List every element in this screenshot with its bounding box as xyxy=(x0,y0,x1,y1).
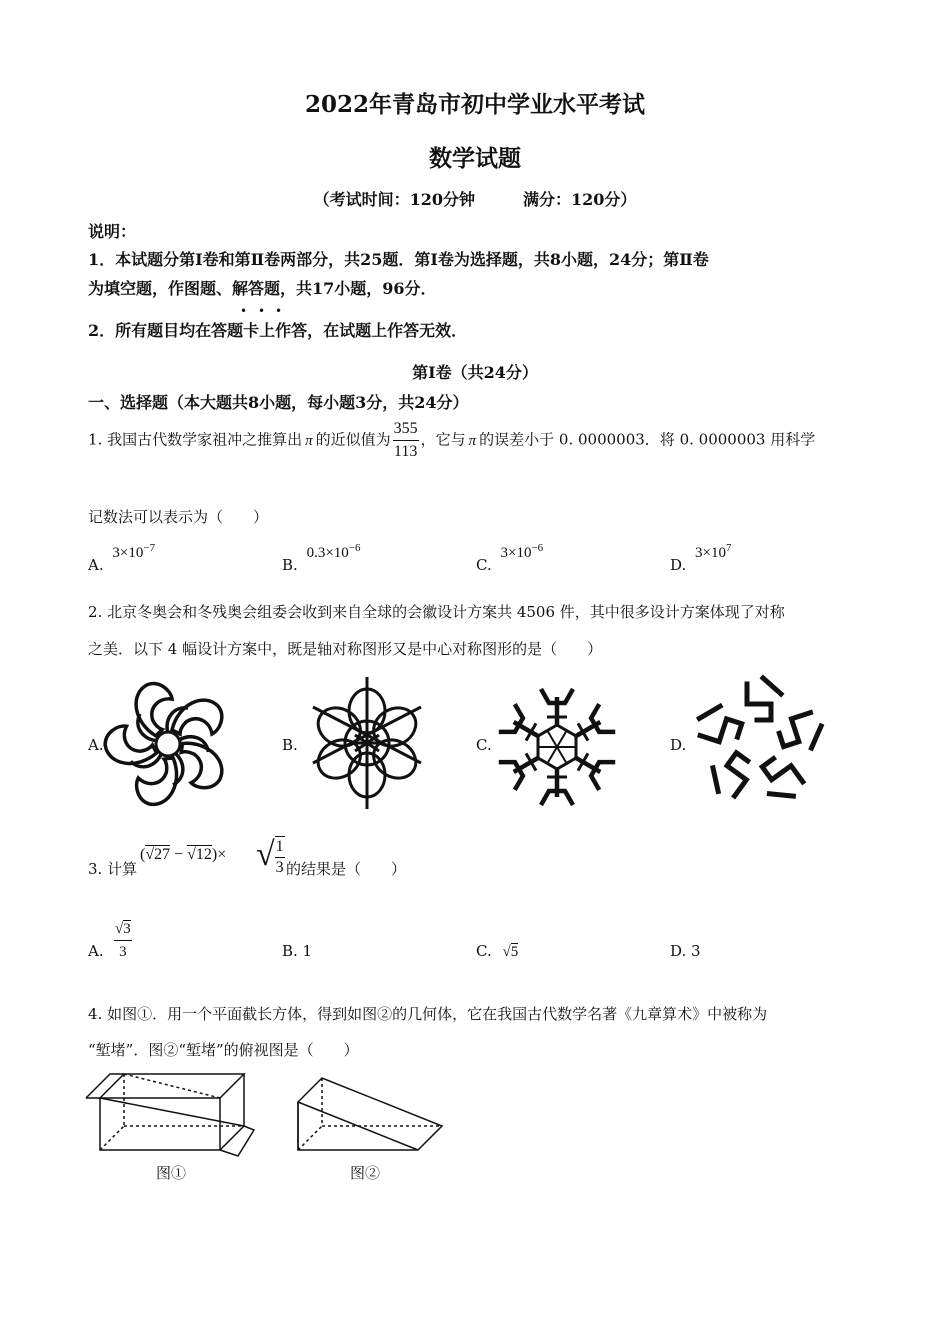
sqrt-5: √5 xyxy=(502,944,519,960)
sqrt-12: √12 xyxy=(187,846,212,863)
figure-2-qiandu xyxy=(292,1074,442,1158)
q3-option-c[interactable] xyxy=(476,942,518,961)
fraction-sqrt3-3 xyxy=(114,918,132,963)
q2-option-c-label[interactable]: C. xyxy=(476,736,492,754)
q1-option-d[interactable] xyxy=(670,542,732,574)
option-exponent: −7 xyxy=(143,542,156,554)
fraction-numerator: 355 xyxy=(393,418,419,441)
fraction-denominator: 113 xyxy=(393,443,418,460)
fraction-denominator: 3 xyxy=(119,944,127,960)
emblem-a-image[interactable] xyxy=(108,683,228,805)
q1-option-c[interactable] xyxy=(476,542,544,574)
notes-item-2-part-b: 上作答，在试题上作答无效． xyxy=(259,321,468,340)
minus-sign: − xyxy=(174,846,184,863)
fraction-numerator: 1 xyxy=(275,837,285,858)
exam-title: 2022年青岛市初中学业水平考试 xyxy=(304,91,645,118)
emblem-c-image[interactable] xyxy=(498,686,616,808)
option-base: 0.3×10 xyxy=(306,545,349,561)
question-1-line-2: 记数法可以表示为（ ） xyxy=(88,508,269,526)
section-heading: 一、选择题（本大题共8小题，每小题3分，共24分） xyxy=(88,393,469,412)
notes-item-2-part-a: 2．所有题目均在 xyxy=(88,321,212,340)
exam-info: （考试时间：120分钟 满分：120分） xyxy=(313,190,637,209)
question-2-line-2: 之美．以下 4 幅设计方案中，既是轴对称图形又是中心对称图形的是（ ） xyxy=(88,640,603,658)
q1-text-b: 的近似值为 xyxy=(315,430,391,449)
option-label: A. xyxy=(88,942,104,960)
figure-1-caption: 图① xyxy=(156,1164,187,1182)
exam-subtitle: 数学试题 xyxy=(429,145,521,172)
q3-option-a-value xyxy=(114,918,132,963)
fraction-numerator: √3 xyxy=(114,918,132,941)
pi-symbol: π xyxy=(305,432,313,449)
paren-close-times: )× xyxy=(211,846,227,863)
option-label: C. xyxy=(476,556,492,574)
question-4-line-2: “堑堵”．图②“堑堵”的俯视图是（ ） xyxy=(88,1041,359,1059)
option-label: A. xyxy=(88,556,104,574)
emblem-b-image[interactable] xyxy=(306,676,428,811)
emphasis-dot: • xyxy=(258,304,266,318)
notes-item-1-line-2: 为填空题，作图题、解答题，共17小题，96分． xyxy=(88,279,437,298)
radicand: 5 xyxy=(510,944,519,960)
fraction-355-113 xyxy=(393,418,419,463)
option-base: 3×10 xyxy=(112,545,144,561)
paren-open: ( xyxy=(140,846,146,863)
option-exponent: −6 xyxy=(348,542,361,554)
sqrt-27: √27 xyxy=(145,846,171,863)
radicand: 12 xyxy=(195,846,212,863)
q1-option-a[interactable] xyxy=(88,542,156,574)
q3-text-b: 的结果是（ ） xyxy=(286,860,407,878)
q3-expression xyxy=(140,846,226,864)
emblem-d-image[interactable] xyxy=(694,676,824,808)
q1-text-d: 的误差小于 0. 0000003．将 0. 0000003 用科学 xyxy=(479,430,816,449)
fraction-1-3 xyxy=(275,836,285,878)
fraction-denominator: 3 xyxy=(275,859,284,877)
notes-item-2 xyxy=(88,318,467,341)
figure-2-caption: 图② xyxy=(350,1164,381,1182)
option-base: 3×10 xyxy=(695,545,727,561)
option-exponent: −6 xyxy=(531,542,544,554)
emphasis-dot: • xyxy=(275,304,283,318)
q3-option-d[interactable]: D. 3 xyxy=(670,942,701,960)
radicand: 3 xyxy=(123,921,131,937)
q1-option-b[interactable] xyxy=(282,542,361,574)
q3-text-a: 3. 计算 xyxy=(88,860,138,878)
q2-option-a-label[interactable]: A. xyxy=(88,736,104,754)
option-label: C. xyxy=(476,942,492,960)
radical-sign: √ xyxy=(256,836,275,873)
question-4-line-1: 4. 如图①．用一个平面截长方体，得到如图②的几何体，它在我国古代数学名著《九章算术》中被称为 xyxy=(88,1005,768,1023)
notes-heading: 说明： xyxy=(88,222,137,241)
part-1-heading: 第Ⅰ卷（共24分） xyxy=(412,363,538,382)
question-2-line-1: 2. 北京冬奥会和冬残奥会组委会收到来自全球的会徽设计方案共 4506 件，其中很多设计方案体现了对称 xyxy=(88,603,785,621)
pi-symbol: π xyxy=(468,432,477,449)
option-exponent: 7 xyxy=(726,542,732,554)
figure-1-cuboid xyxy=(86,1068,256,1158)
notes-item-1-line-1: 1．本试题分第Ⅰ卷和第Ⅱ卷两部分，共25题．第Ⅰ卷为选择题，共8小题，24分；第Ⅱ卷 xyxy=(88,250,709,269)
q2-option-b-label[interactable]: B. xyxy=(282,736,298,754)
radicand: 27 xyxy=(154,846,171,863)
option-base: 3×10 xyxy=(500,545,532,561)
emphasis-dot: • xyxy=(240,304,248,318)
q1-text-c: ，它与 xyxy=(420,430,466,449)
q3-option-a[interactable] xyxy=(88,942,104,960)
q3-sqrt-fraction xyxy=(256,830,285,876)
notes-item-2-emphasis: 答题卡 xyxy=(211,321,260,340)
option-label: B. xyxy=(282,556,298,574)
q2-option-d-label[interactable]: D. xyxy=(670,736,687,754)
q1-text-a: 1. 我国古代数学家祖冲之推算出 xyxy=(88,430,303,449)
question-3 xyxy=(88,846,137,886)
option-label: D. xyxy=(670,556,687,574)
q3-option-b[interactable]: B. 1 xyxy=(282,942,313,960)
question-1-line-1 xyxy=(88,418,815,463)
